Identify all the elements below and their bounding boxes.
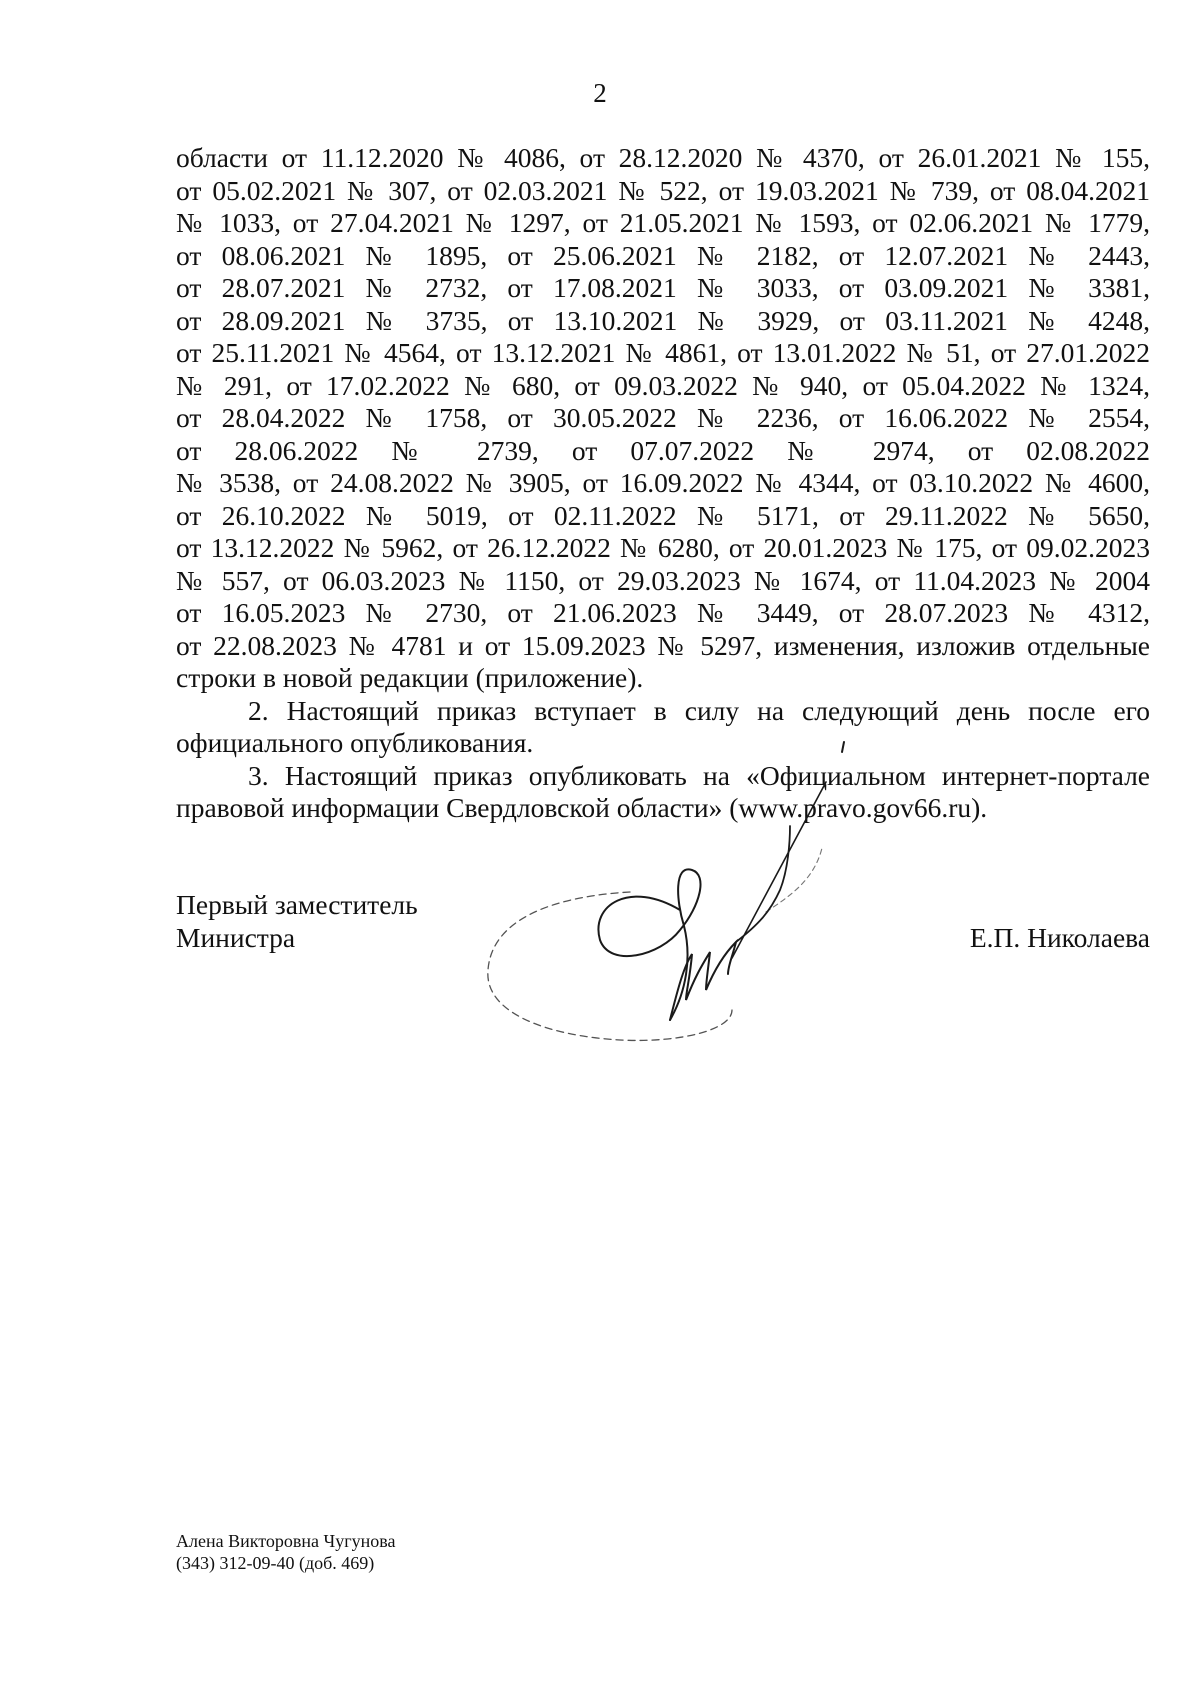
order-body-text [176, 142, 1150, 825]
signer-position-line1: Первый заместитель [176, 889, 418, 920]
body-line-16: от 22.08.2023 № 4781 и от 15.09.2023 № 5297, изменения, изложив отдельные [176, 629, 1150, 661]
signature-stroke-tail [736, 826, 790, 942]
body-line-3: № 1033, от 27.04.2021 № 1297, от 21.05.2021 № 1593, от 02.06.2021 № 1779, [176, 207, 1150, 238]
body-line-17: строки в новой редакции (приложение). [176, 662, 644, 693]
body-line-19: официального опубликования. [176, 727, 534, 758]
page-number: 2 [593, 78, 607, 108]
signature-stroke-tick [842, 742, 844, 752]
executor-name: Алена Викторовна Чугунова [176, 1531, 396, 1551]
body-line-7: от 25.11.2021 № 4564, от 13.12.2021 № 4861, от 13.01.2022 № 51, от 27.01.2022 [176, 337, 1150, 368]
signer-position [176, 888, 418, 954]
body-line-11: № 3538, от 24.08.2022 № 3905, от 16.09.2022 № 4344, от 03.10.2022 № 4600, [176, 467, 1150, 498]
executor-phone: (343) 312-09-40 (доб. 469) [176, 1553, 375, 1573]
body-line-4: от 08.06.2021 № 1895, от 25.06.2021 № 2182, от 12.07.2021 № 2443, [176, 239, 1150, 271]
body-line-12: от 26.10.2022 № 5019, от 02.11.2022 № 5171, от 29.11.2022 № 5650, [176, 499, 1150, 531]
body-line-15: от 16.05.2023 № 2730, от 21.06.2023 № 3449, от 28.07.2023 № 4312, [176, 597, 1150, 628]
signer-name: Е.П. Николаева [969, 922, 1150, 953]
body-line-10: от 28.06.2022 № 2739, от 07.07.2022 № 2974, от 02.08.2022 [176, 434, 1150, 466]
body-line-13: от 13.12.2022 № 5962, от 26.12.2022 № 6280, от 20.01.2023 № 175, от 09.02.2023 [176, 532, 1150, 563]
body-line-18: 2. Настоящий приказ вступает в силу на следующий день после его [248, 694, 1150, 726]
body-line-5: от 28.07.2021 № 2732, от 17.08.2021 № 3033, от 03.09.2021 № 3381, [176, 272, 1150, 303]
handwritten-signature [470, 730, 900, 1070]
body-line-21: правовой информации Свердловской области» (www.pravo.gov66.ru). [176, 792, 988, 823]
signer-position-line2: Министра [176, 922, 296, 953]
body-line-20: 3. Настоящий приказ опубликовать на «Официальном интернет-портале [248, 759, 1150, 791]
body-line-9: от 28.04.2022 № 1758, от 30.05.2022 № 2236, от 16.06.2022 № 2554, [176, 402, 1150, 433]
signature-stroke-outer-loop [488, 892, 732, 1040]
body-line-14: № 557, от 06.03.2023 № 1150, от 29.03.2023 № 1674, от 11.04.2023 № 2004 [176, 564, 1150, 596]
body-line-2: от 05.02.2021 № 307, от 02.03.2021 № 522, от 19.03.2021 № 739, от 08.04.2021 [176, 174, 1150, 206]
executor-info [176, 1530, 395, 1574]
body-line-6: от 28.09.2021 № 3735, от 13.10.2021 № 3929, от 03.11.2021 № 4248, [176, 304, 1150, 336]
body-line-8: № 291, от 17.02.2022 № 680, от 09.03.2022 № 940, от 05.04.2022 № 1324, [176, 369, 1150, 401]
body-line-1: области от 11.12.2020 № 4086, от 28.12.2020 № 4370, от 26.01.2021 № 155, [176, 142, 1150, 173]
signature-stroke-cross [732, 782, 826, 958]
signature-stroke-letters [670, 942, 736, 1020]
